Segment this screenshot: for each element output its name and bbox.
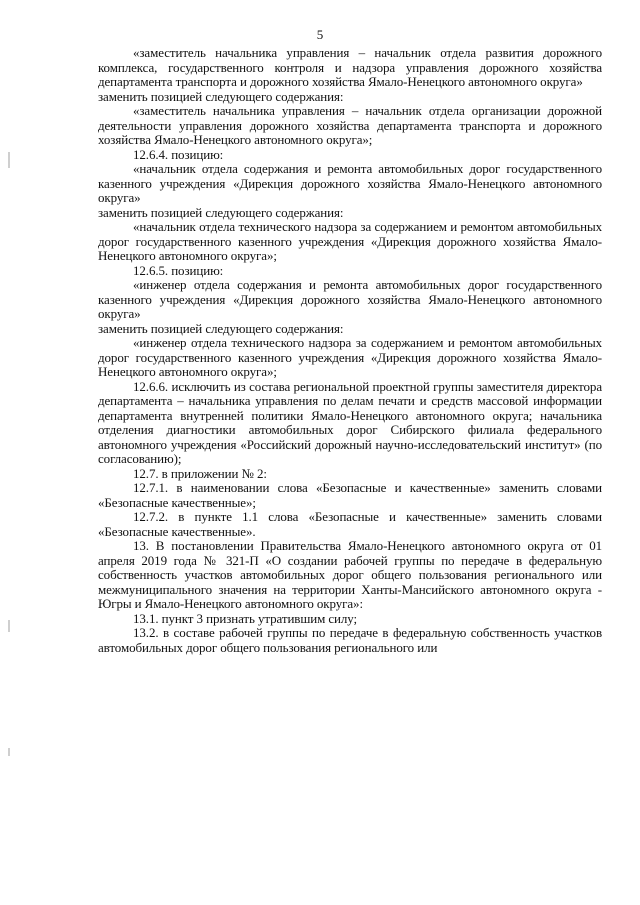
paragraph: заменить позицией следующего содержания: [98,320,344,336]
paragraph: «начальник отдела содержания и ремонта автомобильных дорог государственного казенного учреждения «Дирекция дорожного хозяйства Ямало-Ненецкого автономного округа» [98,161,602,205]
paragraph: «инженер отдела технического надзора за содержанием и ремонтом автомобильных дорог государственного казенного учреждения «Дирекция дорожного хозяйства Ямало-Ненецкого автономного округа»; [98,335,602,379]
paragraph: «инженер отдела содержания и ремонта автомобильных дорог государственного казенного учреждения «Дирекция дорожного хозяйства Ямало-Ненецкого автономного округа» [98,277,602,321]
paragraph: заменить позицией следующего содержания: [98,204,344,220]
paragraph: 12.7.2. в пункте 1.1 слова «Безопасные и качественные» заменить словами «Безопасные качественные». [98,509,602,539]
paragraph: 13. В постановлении Правительства Ямало-Ненецкого автономного округа от 01 апреля 2019 года № 321-П «О создании рабочей группы по передаче в федеральную собственность участков автомобильных дорог общего пользования регионального или межмуниципального значения на территории Ханты-Мансийского автономного округа - Югры и Ямало-Ненецкого автономного округа»: [98,538,602,611]
paragraph: 13.2. в составе рабочей группы по передаче в федеральную собственность участков автомобильных дорог общего пользования регионального или [98,625,602,655]
document-body [98,46,602,655]
scan-margin-mark-lower [8,620,10,632]
paragraph: «заместитель начальника управления – начальник отдела развития дорожного комплекса, государственного контроля и надзора управления дорожного хозяйства департамента транспорта и дорожного хозяйства Ямало-Ненецкого автономного округа» [98,45,602,89]
paragraph: 12.6.5. позицию: [133,262,224,278]
page-number: 5 [316,27,324,42]
paragraph: 12.6.6. исключить из состава региональной проектной группы заместителя директора департамента – начальника управления по делам печати и средств массовой информации департамента внутренней политики Ямало-Ненецкого автономного округа; начальника отделения диагностики автомобильных дорог Сибирского филиала федерального автономного учреждения «Российский дорожный научно-исследовательский институт» (по согласованию); [98,378,602,466]
paragraph: 12.7.1. в наименовании слова «Безопасные и качественные» заменить словами «Безопасные качественные»; [98,480,602,510]
paragraph: 12.7. в приложении № 2: [133,465,267,481]
paragraph: 13.1. пункт 3 признать утратившим силу; [133,610,358,626]
scan-margin-mark-bottom [8,748,10,756]
paragraph: «начальник отдела технического надзора за содержанием и ремонтом автомобильных дорог государственного казенного учреждения «Дирекция дорожного хозяйства Ямало-Ненецкого автономного округа»; [98,219,602,263]
paragraph: «заместитель начальника управления – начальник отдела организации дорожной деятельности управления дорожного хозяйства департамента транспорта и дорожного хозяйства Ямало-Ненецкого автономного округа»; [98,103,602,147]
scan-margin-mark-upper [8,152,10,168]
paragraph: заменить позицией следующего содержания: [98,88,344,104]
paragraph: 12.6.4. позицию: [133,146,224,162]
